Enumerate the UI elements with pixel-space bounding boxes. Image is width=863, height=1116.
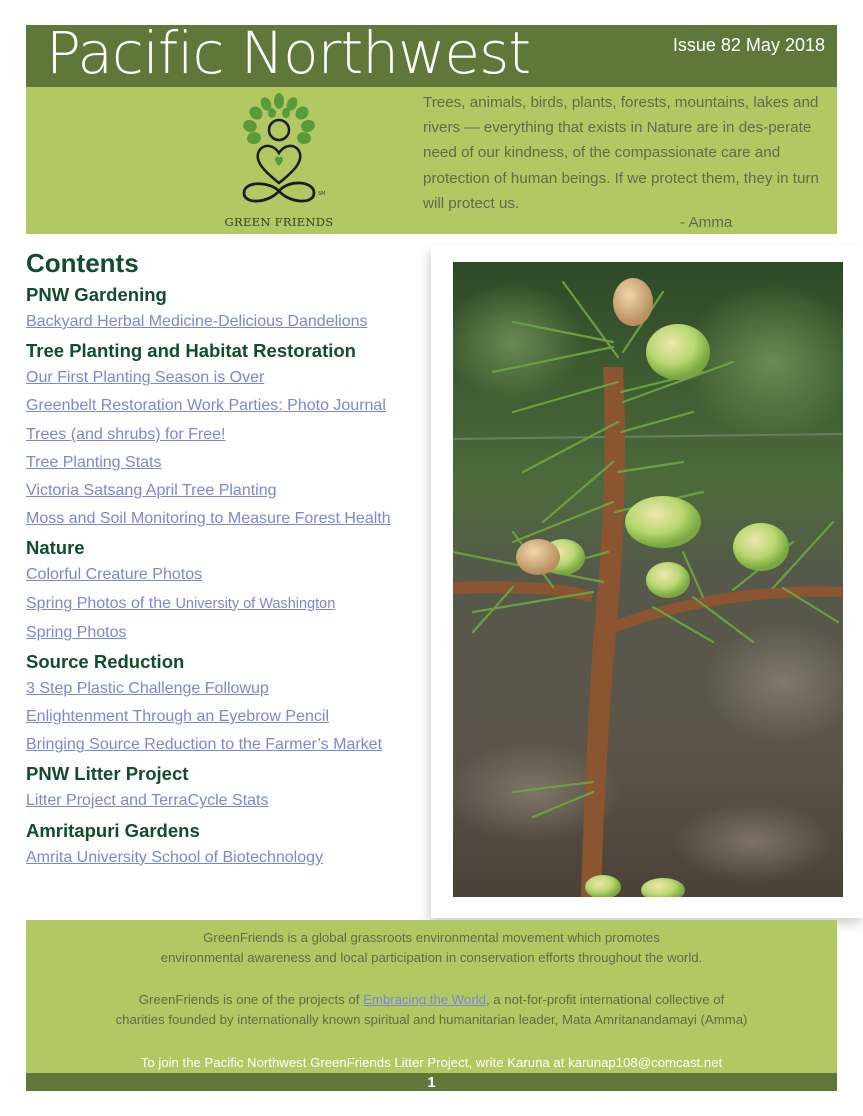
- toc-section-nature: [26, 537, 436, 641]
- issue-label: Issue 82 May 2018: [672, 35, 825, 55]
- amma-quote: Trees, animals, birds, plants, forests, mountains, lakes and rivers — everything that exists in Nature are in des-perate need of our kindness, of the compassionate care and protection of human beings. If we protect them, they in turn will protect us.: [423, 94, 819, 212]
- toc-link[interactable]: Colorful Creature Photos: [26, 566, 203, 584]
- toc-section-tree-planting: [26, 340, 436, 528]
- toc-link[interactable]: Greenbelt Restoration Work Parties: Photo Journal: [26, 397, 386, 415]
- page-number-bar: [26, 1073, 837, 1091]
- section-heading: Tree Planting and Habitat Restoration: [26, 340, 356, 362]
- projects-paragraph: [26, 990, 837, 1030]
- footer-about: [26, 920, 837, 1073]
- toc-link[interactable]: Moss and Soil Monitoring to Measure Forest Health: [26, 510, 391, 528]
- contents-heading: Contents: [26, 248, 139, 278]
- toc-section-amritapuri: [26, 820, 436, 867]
- service-mark: SM: [318, 191, 326, 197]
- toc-link[interactable]: Spring Photos: [26, 623, 127, 641]
- section-heading: PNW Gardening: [26, 284, 167, 305]
- toc-link[interactable]: Trees (and shrubs) for Free!: [26, 425, 226, 443]
- toc-link[interactable]: Tree Planting Stats: [26, 453, 162, 471]
- toc-section-litter-project: [26, 763, 436, 810]
- section-heading: PNW Litter Project: [26, 763, 189, 785]
- join-note: To join the Pacific Northwest GreenFriends Litter Project, write Karuna at karunap108@comcast.net: [140, 1055, 723, 1070]
- toc-link-suffix: University of Washington: [175, 595, 336, 612]
- embracing-the-world-link[interactable]: Embracing the World: [363, 992, 486, 1007]
- photo-card: [431, 245, 863, 918]
- about-paragraph: [26, 928, 837, 968]
- masthead-banner: [26, 87, 837, 234]
- greenfriends-logo: [214, 91, 344, 231]
- table-of-contents: [26, 248, 436, 876]
- page-number: 1: [427, 1074, 436, 1091]
- masthead-bar: [26, 19, 837, 87]
- evergreen-branch-photo: [453, 262, 843, 897]
- toc-link[interactable]: Victoria Satsang April Tree Planting: [26, 481, 277, 499]
- toc-link[interactable]: Amrita University School of Biotechnology: [26, 848, 324, 866]
- toc-section-source-reduction: [26, 651, 436, 754]
- toc-link[interactable]: [26, 594, 436, 614]
- toc-link[interactable]: Bringing Source Reduction to the Farmer’s Market: [26, 736, 383, 754]
- logo-wordmark: GREEN FRIENDS: [224, 215, 334, 229]
- projects-line: [26, 990, 837, 1010]
- toc-link[interactable]: Backyard Herbal Medicine-Delicious Dandelions: [26, 313, 368, 330]
- quote-attribution: - Amma: [680, 214, 733, 231]
- about-line: environmental awareness and local participation in conservation efforts throughout the world.: [160, 950, 703, 965]
- projects-text-after: , a not-for-profit international collective of: [485, 992, 725, 1007]
- toc-link[interactable]: Litter Project and TerraCycle Stats: [26, 792, 269, 810]
- section-heading: Nature: [26, 537, 85, 559]
- toc-section-pnw-gardening: [26, 284, 436, 331]
- section-heading: Source Reduction: [26, 650, 185, 672]
- about-line: GreenFriends is a global grassroots environmental movement which promotes: [203, 930, 660, 945]
- tree-branch-image-icon: [453, 262, 843, 897]
- projects-text-before: GreenFriends is one of the projects of: [138, 992, 364, 1007]
- toc-link[interactable]: 3 Step Plastic Challenge Followup: [26, 679, 269, 697]
- toc-link[interactable]: Enlightenment Through an Eyebrow Pencil: [26, 708, 329, 726]
- projects-line: charities founded by internationally known spiritual and humanitarian leader, Mata Amritanandamayi (Amma): [115, 1012, 748, 1027]
- toc-link-text: Spring Photos of the: [26, 594, 176, 612]
- meditating-figure-icon: [214, 91, 344, 215]
- toc-link[interactable]: Our First Planting Season is Over: [26, 369, 265, 387]
- newsletter-title: Pacific Northwest: [46, 19, 531, 87]
- section-heading: Amritapuri Gardens: [26, 819, 200, 841]
